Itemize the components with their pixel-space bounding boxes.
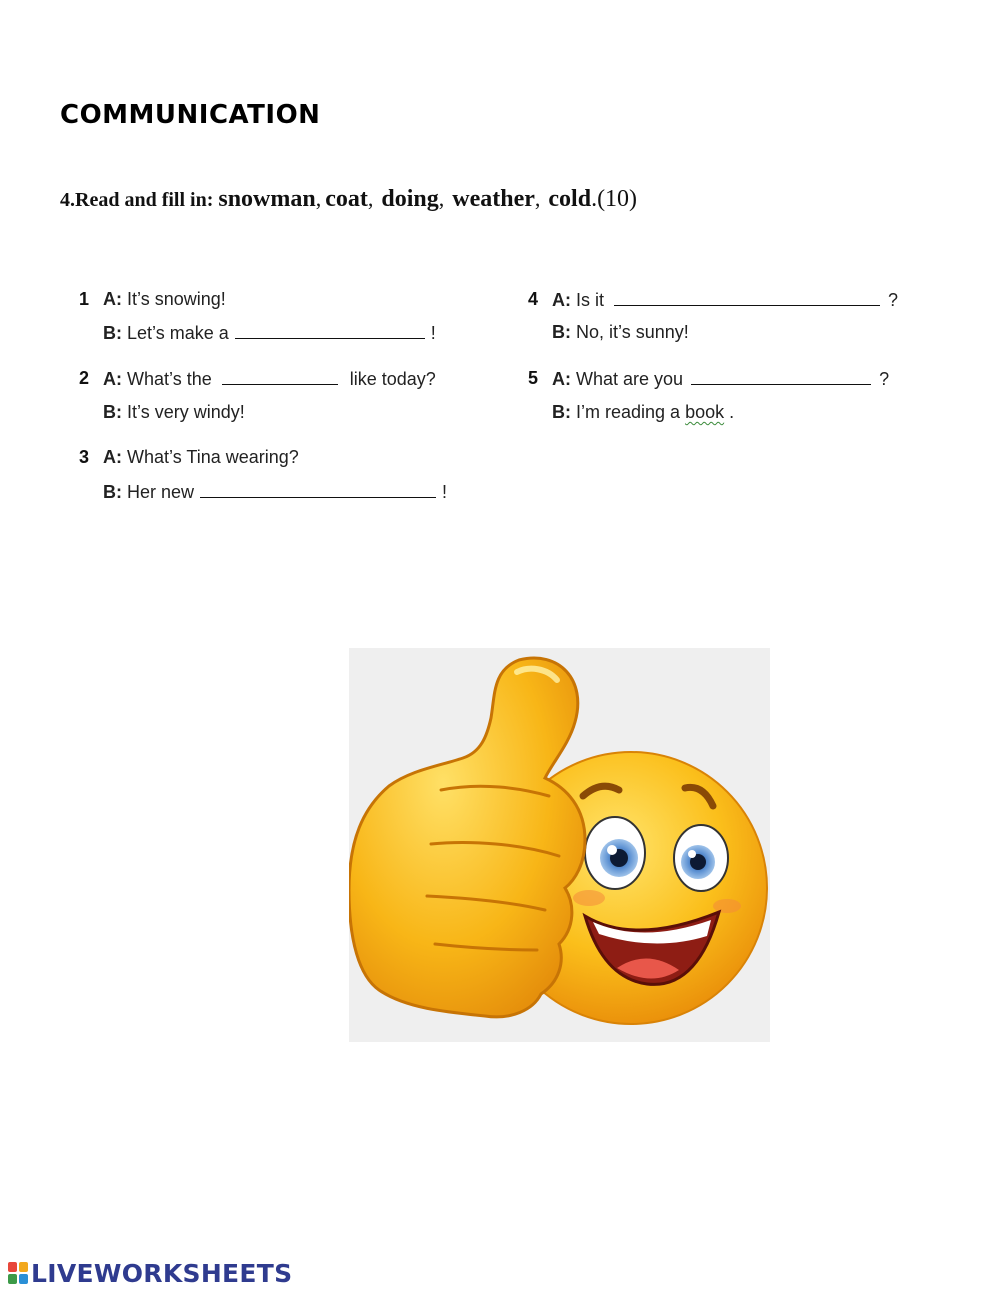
item-number: 2 [79,368,90,388]
dialogue-line: A: What are you ? [552,369,890,389]
item-number: 1 [79,289,90,309]
dialogue-line: B: No, it’s sunny! [552,322,689,342]
logo-mark-icon [8,1262,28,1284]
logo-square-orange [19,1262,28,1272]
word-bank-item: weather [452,186,535,212]
instruction-lead: 4.Read and fill in: [60,189,219,211]
dialogue-line: B: Her new ! [103,482,448,502]
item-number: 5 [528,368,539,388]
thumbs-up-smiley-icon [349,648,770,1042]
points: (10) [597,186,638,212]
logo-square-green [8,1274,17,1284]
item-number: 3 [79,447,90,467]
answer-blank[interactable] [200,481,436,498]
dialogue-line: A: It’s snowing! [103,289,226,309]
instruction: 4.Read and fill in: snowman, coat, doing, weather, cold.(10) [60,186,638,212]
dialogue-line: A: Is it ? [552,290,899,310]
dialogue-line: B: I’m reading a book . [552,402,735,422]
logo-square-red [8,1262,17,1272]
answer-blank[interactable] [614,289,880,306]
answer-blank[interactable] [222,368,338,385]
word-bank-item: coat [325,186,368,212]
logo-square-blue [19,1274,28,1284]
word-bank-item: doing [381,186,439,212]
dialogue-line: A: What’s the like today? [103,369,436,389]
dialogue-line: B: Let’s make a ! [103,323,436,343]
item-number: 4 [528,289,539,309]
logo-text: LIVEWORKSHEETS [31,1258,293,1288]
dialogue-line: A: What’s Tina wearing? [103,447,299,467]
word-bank-item: cold [548,186,592,212]
thumbs-up-smiley-image [349,648,770,1042]
word-bank-item: snowman [218,186,316,212]
dialogue-line: B: It’s very windy! [103,402,245,422]
section-title: COMMUNICATION [60,100,321,130]
answer-blank[interactable] [691,368,871,385]
liveworksheets-logo[interactable] [8,1258,292,1288]
answer-blank[interactable] [235,322,425,339]
